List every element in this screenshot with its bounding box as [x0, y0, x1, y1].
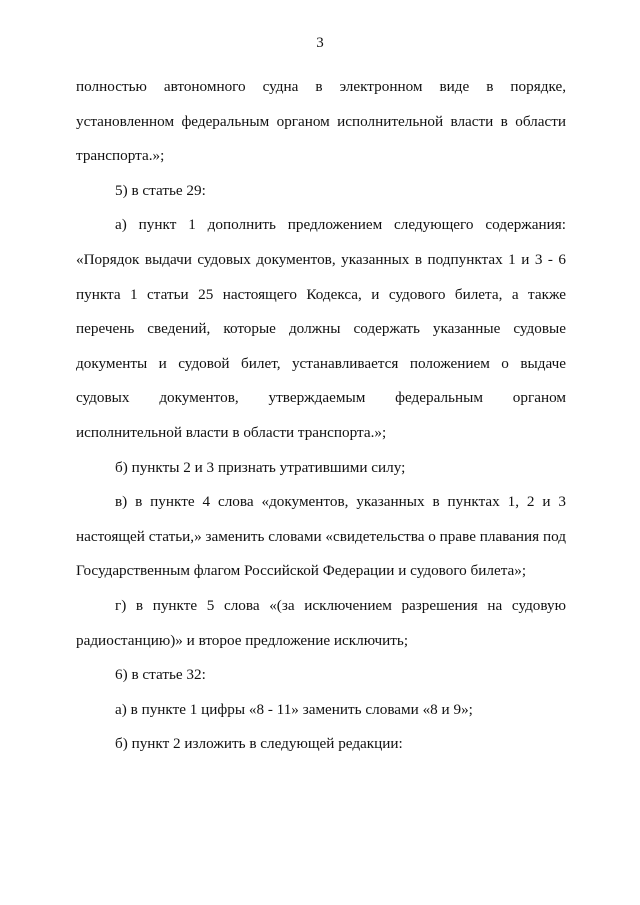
paragraph-item-6a: а) в пункте 1 цифры «8 - 11» заменить словами «8 и 9»;	[115, 700, 473, 718]
paragraph-item-5v: в) в пункте 4 слова «документов, указанных в пунктах 1, 2 и 3 настоящей статьи,» заменить словами «свидетельства о праве плавания под Государственным флагом Российской Федерации и судового билета»;	[76, 493, 566, 580]
paragraph-item-5g: г) в пункте 5 слова «(за исключением разрешения на судовую радиостанцию)» и второе предложение исключить;	[76, 596, 566, 649]
page-number: 3	[316, 35, 324, 51]
document-body	[76, 70, 566, 762]
paragraph-item-5b: б) пункты 2 и 3 признать утратившими силу;	[115, 458, 406, 476]
paragraph-item-5a: а) пункт 1 дополнить предложением следующего содержания: «Порядок выдачи судовых документов, указанных в подпунктах 1 и 3 - 6 пункта 1 статьи 25 настоящего Кодекса, и судового билета, а также перечень сведений, которые должны содержать указанные судовые документы и судовой билет, устанавливается положением о выдаче судовых документов, утверждаемым федеральным органом исполнительной власти в области транспорта.»;	[76, 216, 566, 441]
paragraph-item-6b: б) пункт 2 изложить в следующей редакции:	[115, 735, 403, 753]
paragraph-item-6: 6) в статье 32:	[115, 666, 206, 684]
paragraph-continuation: полностью автономного судна в электронном виде в порядке, установленном федеральным органом исполнительной власти в области транспорта.»;	[76, 78, 566, 165]
paragraph-item-5: 5) в статье 29:	[115, 181, 206, 199]
